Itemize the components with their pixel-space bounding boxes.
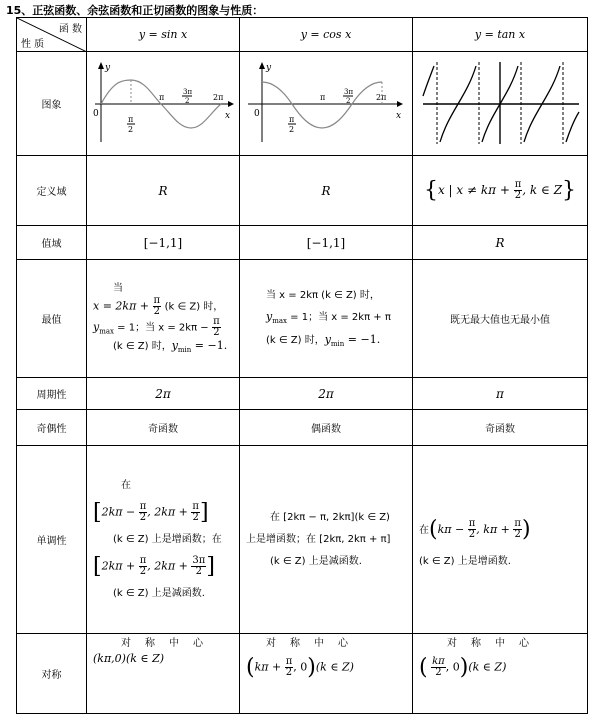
sin-half-pi-n: π [128,115,134,124]
sin-mono-2a: 2kπ − [101,505,136,519]
cos-range: [−1,1] [240,226,413,260]
cos-pi-label: π [320,93,326,102]
cos-graph [240,52,412,152]
sin-mono-1: 在 [121,479,131,491]
row-label-graph: 图象 [17,52,87,156]
sin-half-pi-d: 2 [128,125,134,134]
row-label-range: 值域 [17,226,87,260]
cos-sym-fd: 2 [285,667,293,678]
sin-3pi-d: 2 [185,97,190,105]
cos-ext-1: 当 x = 2kπ (k ∈ Z) 时， [266,290,380,302]
sin-mono-f2n: π [192,500,199,512]
tan-extreme: 既无最大值也无最小值 [413,260,588,378]
sin-period: 2π [87,378,240,410]
sin-mono-f1d: 2 [139,511,147,523]
cos-3pi-n: 3π [344,88,354,96]
tan-mono-f1n: π [468,518,476,529]
cos-y-arrow [259,62,265,69]
cos-domain: R [240,156,413,226]
sin-ext-1: 当 [113,283,123,295]
sin-origin: 0 [93,109,99,119]
cos-period: 2π [240,378,413,410]
sin-mono-f1n: π [139,500,147,512]
sin-graph [87,52,239,152]
tan-range: R [413,226,588,260]
sin-mono-2b: , 2kπ + [147,505,188,519]
page-title: 15、正弦函数、余弦函数和正切函数的图象与性质： [6,4,264,17]
cos-ext-2b: = 1；当 x = 2kπ + π [286,312,391,324]
sin-ext-5s: min [177,346,192,355]
tan-sym-2b: , 0 [445,660,460,674]
tan-graph [413,52,587,152]
sin-y-arrow [98,62,104,69]
cos-curve [262,82,382,128]
cos-sym-2b: , 0 [293,660,308,674]
cos-parity: 偶函数 [240,410,413,446]
header-cos: y = cos x [240,18,413,52]
sin-mono-f3d: 2 [139,566,147,578]
sin-ext-3: (k ∈ Z) 时， [164,301,224,313]
tan-mono-f1d: 2 [468,529,476,540]
tan-mono-2: (k ∈ Z) 上是增函数. [419,555,511,567]
cos-3pi-d: 2 [346,97,351,105]
sin-ext-frac2-d: 2 [213,327,220,339]
cos-y-label: y [266,63,272,73]
tan-mono-1a: kπ − [437,522,465,536]
row-label-period: 周期性 [17,378,87,410]
tan-graph-cell [413,52,588,156]
sin-x-arrow [228,101,234,107]
sin-ext-frac-n: π [153,295,161,307]
cos-ext-3c: = −1. [344,332,381,346]
sin-pi-label: π [159,93,165,102]
sin-ext-5b: y [171,339,178,353]
row-label-sym: 对称 [17,634,87,714]
sin-ext-4b: = 1；当 x = 2kπ − [113,322,209,334]
tan-mono-1: 在 [419,524,429,536]
sin-ext-frac-d: 2 [153,306,160,318]
cos-origin: 0 [254,109,260,119]
header-tan: y = tan x [413,18,588,52]
sin-ext-4s: max [99,327,114,336]
cos-x-arrow [397,101,403,107]
header-diagonal-cell [17,18,87,52]
cos-2pi-label: 2π [376,93,387,102]
sin-extreme [87,260,240,378]
sin-ext-5c: = −1. [191,339,228,353]
sin-mono-4a: 2kπ + [101,559,136,573]
sin-ext-4: y [93,320,100,334]
tan-mono: 在(kπ − $\frac{\pi}{2}$ , kπ + $\frac{\pi}{2}$ ) (k ∈ Z) 上是增函数. [413,446,588,634]
row-label-domain: 定义域 [17,156,87,226]
sin-sym-2: (kπ,0)(k ∈ Z) [93,652,165,665]
sin-mono-5: (k ∈ Z) 上是减函数. [113,588,205,600]
cos-half-pi-d: 2 [289,125,295,134]
sin-ext-frac2-n: π [213,316,220,328]
sin-domain: R [87,156,240,226]
tan-period: π [413,378,588,410]
sin-2pi-label: 2π [213,93,224,102]
tan-sym: 对称中心 ( $\frac{k\pi}{2}$ , 0)(k ∈ Z) [413,634,588,714]
tan-sym-fn: kπ [432,656,445,667]
row-label-extreme: 最值 [17,260,87,378]
sin-range: [−1,1] [87,226,240,260]
cos-sym-fn: π [285,656,293,667]
cos-mono [240,446,413,634]
cos-mono-2: 上是增函数；在 [2kπ, 2kπ + π] [246,533,391,545]
sin-ext-2: x = 2kπ + [93,299,150,313]
sin-ext-5: (k ∈ Z) 时， [113,341,172,353]
tan-sym-fd: 2 [435,667,442,678]
cos-sym-1: 对称中心 [266,638,362,649]
tan-sym-1: 对称中心 [447,638,543,649]
sin-mono-3: (k ∈ Z) 上是增函数；在 [113,534,222,545]
sin-sym-1: 对称中心 [121,638,217,649]
cos-ext-3: (k ∈ Z) 时， [266,334,325,346]
cos-ext-2: y [266,310,273,324]
tan-domain-frac-d: 2 [514,190,522,201]
cos-sym: 对称中心 (kπ + $\frac{\pi}{2}$ , 0)(k ∈ Z) [240,634,413,714]
sin-3pi-n: 3π [183,88,193,96]
cos-x-label: x [396,111,402,121]
cos-mono-1: 在 [2kπ − π, 2kπ](k ∈ Z) [270,511,390,523]
cos-half-pi-n: π [289,115,295,124]
sin-mono: 在 [2kπ − $\frac{\pi}{2}$ , 2kπ + $\frac{\pi}{2}$ ] (k ∈ Z) 上是增函数；在 [2kπ + $\frac{\pi}{2}$ , 2kπ + $\frac{3\pi}{2}$ ] (k ∈ Z) 上是减函数. [87,446,240,634]
cos-ext-2s: max [272,317,287,326]
sin-mono-f2d: 2 [192,511,199,523]
sin-mono-4b: , 2kπ + [147,559,188,573]
diag-bottom-label: 性 质 [21,39,45,50]
sin-parity: 奇函数 [87,410,240,446]
cos-graph-cell [240,52,413,156]
row-label-parity: 奇偶性 [17,410,87,446]
tan-domain-right: , k ∈ Z [522,183,563,197]
tan-parity: 奇函数 [413,410,588,446]
cos-mono-3: (k ∈ Z) 上是减函数. [270,555,362,567]
properties-table [16,17,588,714]
tan-mono-1b: , kπ + [476,522,510,536]
sin-y-label: y [105,63,111,73]
sin-graph-cell [87,52,240,156]
sin-mono-f4n: 3π [192,555,206,567]
tan-domain: {x | x ≠ kπ + $\frac{\pi}{2}$ , k ∈ Z} [413,156,588,226]
cos-extreme [240,260,413,378]
row-label-mono: 单调性 [17,446,87,634]
sin-sym [87,634,240,714]
cos-sym-2c: (k ∈ Z) [315,660,354,674]
header-sin: y = sin x [87,18,240,52]
sin-x-label: x [225,111,231,121]
tan-domain-frac-n: π [514,179,522,190]
tan-domain-left: x | x ≠ kπ + [437,183,510,197]
tan-mono-f2d: 2 [514,529,521,540]
sin-mono-f4d: 2 [195,566,203,578]
cos-ext-3s: min [330,339,345,348]
cos-ext-3b: y [324,332,331,346]
tan-sym-2c: (k ∈ Z) [468,660,507,674]
cos-sym-2a: kπ + [254,660,282,674]
diag-top-label: 函 数 [58,24,82,35]
sin-mono-f3n: π [139,555,147,567]
tan-mono-f2n: π [514,518,521,529]
